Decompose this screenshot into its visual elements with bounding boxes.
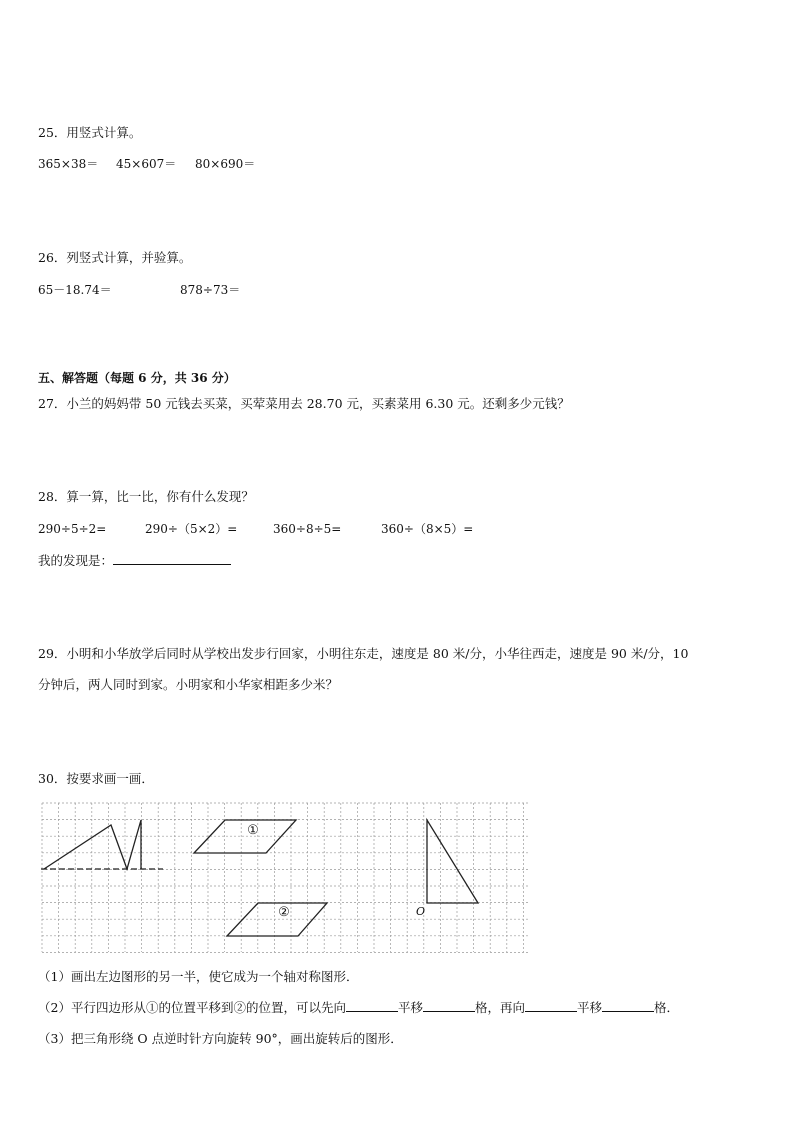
q25-title: 25．用竖式计算。 <box>38 125 142 140</box>
q26-expr-2: 878÷73＝ <box>180 283 241 297</box>
direction-blank-2[interactable] <box>525 999 577 1012</box>
q30-title: 30．按要求画一画． <box>38 771 154 786</box>
q30-sub-2-part-e: 格． <box>654 1000 680 1015</box>
q30-sub-3: （3）把三角形绕 O 点逆时针方向旋转 90°，画出旋转后的图形． <box>38 1031 403 1046</box>
triangle <box>427 820 478 903</box>
q27-text: 27．小兰的妈妈带 50 元钱去买菜，买荤菜用去 28.70 元，买素菜用 6.30 元。还剩多少元钱？ <box>38 396 570 411</box>
q28-expr-2: 290÷（5×2）= <box>145 522 238 536</box>
direction-blank-1[interactable] <box>346 999 398 1012</box>
q25-expr-3: 80×690＝ <box>195 157 256 171</box>
q30-sub-2-part-b: 平移 <box>397 1000 423 1015</box>
q30-sub-2 <box>38 999 679 1017</box>
q29-line-1: 29．小明和小华放学后同时从学校出发步行回家，小明往东走，速度是 80 米/分，小华往西走，速度是 90 米/分，10 <box>38 646 689 661</box>
q28-title: 28．算一算，比一比，你有什么发现？ <box>38 489 254 504</box>
q30-sub-2-part-c: 格，再向 <box>474 1000 525 1015</box>
q30-sub-1: （1）画出左边图形的另一半，使它成为一个轴对称图形． <box>38 969 359 984</box>
q28-finding-label: 我的发现是： <box>38 553 114 568</box>
q28-finding-blank[interactable] <box>113 552 231 565</box>
label-2: ② <box>278 905 290 920</box>
grid-lines <box>42 803 529 952</box>
q26-expr-1: 65－18.74＝ <box>38 283 112 297</box>
section-heading: 五、解答题（每题 6 分，共 36 分） <box>38 371 236 385</box>
point-o-label: O <box>416 905 426 918</box>
q28-expr-1: 290÷5÷2= <box>38 522 107 536</box>
q26-title: 26．列竖式计算，并验算。 <box>38 250 192 265</box>
steps-blank-2[interactable] <box>602 999 654 1012</box>
q28-expr-4: 360÷（8×5）= <box>381 522 474 536</box>
q25-expr-1: 365×38＝ <box>38 157 99 171</box>
q30-sub-2-part-d: 平移 <box>577 1000 603 1015</box>
q28-expr-3: 360÷8÷5= <box>273 522 342 536</box>
q28-finding <box>38 552 231 570</box>
q30-sub-2-part-a: （2）平行四边形从①的位置平移到②的位置，可以先向 <box>38 1000 346 1015</box>
q25-expr-2: 45×607＝ <box>116 157 177 171</box>
q29-line-2: 分钟后，两人同时到家。小明家和小华家相距多少米？ <box>38 677 339 692</box>
parallelogram-1 <box>194 820 296 853</box>
parallelogram-2 <box>227 903 327 936</box>
steps-blank-1[interactable] <box>423 999 475 1012</box>
q30-grid-figure <box>41 800 531 955</box>
label-1: ① <box>247 823 259 838</box>
